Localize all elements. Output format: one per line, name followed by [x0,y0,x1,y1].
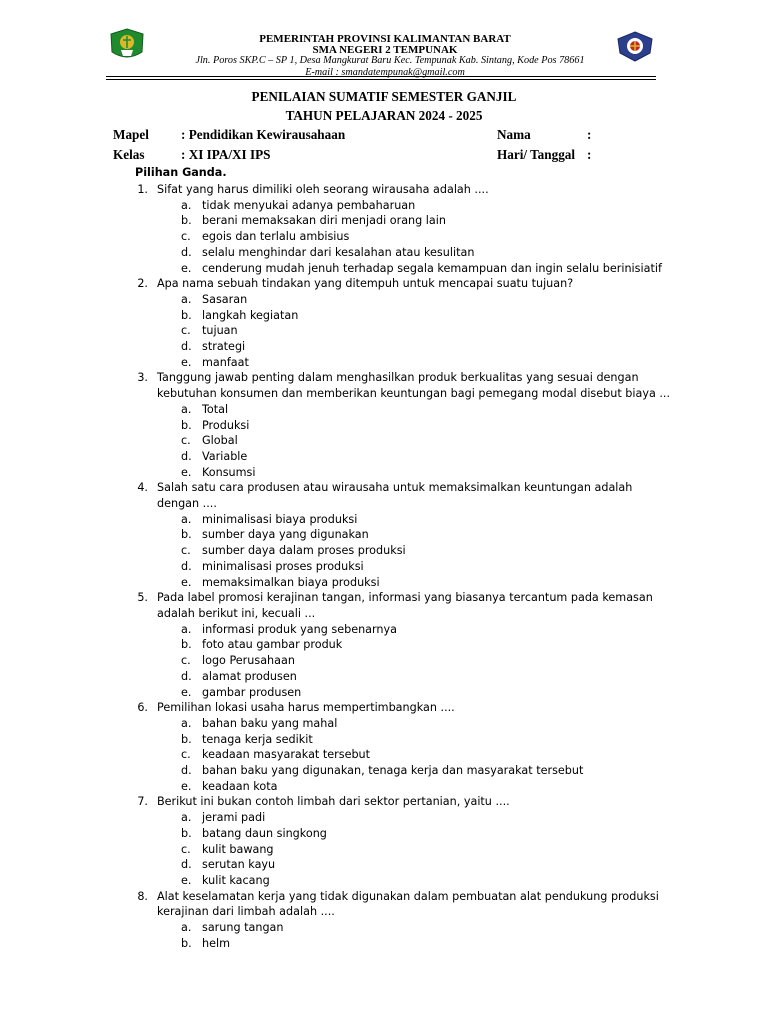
question-number: 5. [137,591,148,605]
option-text: minimalisasi biaya produksi [202,512,358,526]
question-text: Sifat yang harus dimiliki oleh seorang wirausaha adalah .... [157,183,489,196]
letterhead-divider [106,79,656,80]
option-item [0,685,768,701]
letterhead-divider [106,76,656,77]
question-list [0,182,768,951]
option-text: minimalisasi proses produksi [202,559,364,573]
option-letter: b. [181,638,192,652]
question-number: 3. [137,371,148,385]
option-text: kulit bawang [202,842,274,856]
option-letter: c. [181,324,191,338]
option-text: bahan baku yang digunakan, tenaga kerja dan masyarakat tersebut [202,764,584,778]
option-text: Global [202,434,238,448]
question-text: Alat keselamatan kerja yang tidak digunakan dalam pembuatan alat pendukung produksi kerajinan dari limbah adalah .... [157,889,659,919]
question-text: Pada label promosi kerajinan tangan, informasi yang biasanya tercantum pada kemasan adalah berikut ini, kecuali ... [157,591,653,620]
question-item [0,700,768,794]
question-text: Apa nama sebuah tindakan yang ditempuh untuk mencapai suatu tujuan? [157,277,574,291]
option-item [0,716,768,732]
option-item [0,857,768,873]
option-letter: a. [181,512,192,526]
nama-label: Nama [497,127,531,142]
kelas-value: : XI IPA/XI IPS [181,147,271,162]
kelas-label: Kelas [113,147,145,162]
option-item [0,732,768,748]
option-text: cenderung mudah jenuh terhadap segala kemampuan dan ingin selalu berinisiatif [202,261,662,275]
option-item [0,747,768,763]
hari-tanggal-colon: : [587,147,592,162]
option-letter: a. [181,622,192,636]
option-item [0,779,768,795]
option-item [0,512,768,528]
option-letter: d. [181,858,192,872]
option-letter: a. [181,198,192,212]
question-item [0,182,768,276]
option-text: tidak menyukai adanya pembaharuan [202,198,416,212]
option-text: keadaan kota [202,779,278,793]
option-text: logo Perusahaan [202,654,295,668]
option-text: gambar produsen [202,685,302,699]
letterhead-address: Jln. Poros SKP.C – SP 1, Desa Mangkurat Baru Kec. Tempunak Kab. Sintang, Kode Pos 78661 [195,55,585,66]
option-item [0,543,768,559]
option-letter: b. [181,418,192,432]
option-letter: b. [181,308,192,322]
question-number: 2. [137,277,148,291]
option-text: alamat produsen [202,669,297,683]
option-text: foto atau gambar produk [202,638,343,652]
option-item [0,308,768,324]
question-item [0,276,768,370]
question-number: 7. [137,795,148,809]
option-letter: e. [181,261,192,275]
option-item [0,449,768,465]
option-text: informasi produk yang sebenarnya [202,622,397,636]
option-item [0,763,768,779]
question-item [0,370,768,480]
option-letter: b. [181,732,192,746]
option-item [0,261,768,277]
option-item [0,653,768,669]
option-letter: e. [181,355,192,369]
option-item [0,637,768,653]
option-text: keadaan masyarakat tersebut [202,748,371,762]
option-text: helm [202,936,230,950]
option-item [0,842,768,858]
school-emblem-logo [616,31,654,62]
option-item [0,826,768,842]
letterhead-email: E-mail : smandatempunak@gmail.com [305,67,465,78]
option-letter: e. [181,575,192,589]
option-text: Variable [202,449,248,463]
option-item [0,339,768,355]
question-text: Salah satu cara produsen atau wirausaha untuk memaksimalkan keuntungan adalah dengan .... [157,481,633,511]
option-letter: e. [181,465,192,479]
academic-year: TAHUN PELAJARAN 2024 - 2025 [285,108,483,123]
option-letter: c. [181,230,191,244]
question-item [0,590,768,700]
option-letter: d. [181,559,192,573]
option-text: memaksimalkan biaya produksi [202,575,380,589]
question-item [0,889,768,952]
mapel-value: : Pendidikan Kewirausahaan [181,127,346,142]
option-item [0,936,768,952]
mapel-label: Mapel [113,127,149,142]
option-text: batang daun singkong [202,826,327,840]
option-text: selalu menghindar dari kesalahan atau kesulitan [202,245,475,259]
option-item [0,418,768,434]
question-item [0,480,768,590]
option-letter: c. [181,434,191,448]
question-item [0,794,768,888]
letterhead-government: PEMERINTAH PROVINSI KALIMANTAN BARAT [259,33,511,45]
option-item [0,575,768,591]
option-item [0,198,768,214]
hari-tanggal-label: Hari/ Tanggal [497,147,576,162]
option-text: bahan baku yang mahal [202,716,338,730]
option-item [0,669,768,685]
question-number: 4. [137,481,148,495]
option-text: langkah kegiatan [202,308,299,322]
question-number: 8. [137,889,148,903]
option-text: Sasaran [202,292,248,306]
option-letter: a. [181,811,192,825]
option-letter: a. [181,292,192,306]
question-number: 6. [137,701,148,715]
option-letter: d. [181,340,192,354]
option-item [0,229,768,245]
option-letter: e. [181,685,192,699]
exam-title: PENILAIAN SUMATIF SEMESTER GANJIL [251,89,517,104]
option-letter: a. [181,921,192,935]
option-letter: d. [181,669,192,683]
option-item [0,873,768,889]
option-text: Total [202,402,229,416]
option-text: jerami padi [202,811,266,825]
option-letter: b. [181,214,192,228]
option-letter: a. [181,402,192,416]
option-item [0,323,768,339]
option-letter: e. [181,873,192,887]
question-text: Tanggung jawab penting dalam menghasilkan produk berkualitas yang sesuai dengan kebutuhan konsumen dan memberikan keuntungan bagi pemegang modal disebut biaya ... [157,371,671,401]
option-text: tenaga kerja sedikit [202,732,313,746]
option-item [0,810,768,826]
option-letter: d. [181,449,192,463]
option-letter: b. [181,826,192,840]
option-item [0,402,768,418]
option-letter: c. [181,654,191,668]
question-number: 1. [137,183,148,196]
option-letter: d. [181,245,192,259]
nama-colon: : [587,127,592,142]
option-item [0,920,768,936]
letterhead-school-name: SMA NEGERI 2 TEMPUNAK [312,44,458,56]
option-item [0,622,768,638]
section-title: Pilihan Ganda. [135,166,227,179]
option-letter: b. [181,528,192,542]
option-letter: a. [181,716,192,730]
option-text: strategi [202,340,246,354]
option-item [0,245,768,261]
option-text: tujuan [202,324,238,338]
option-item [0,355,768,371]
option-text: serutan kayu [202,858,276,872]
option-text: sumber daya dalam proses produksi [202,544,406,558]
option-letter: c. [181,544,191,558]
option-letter: c. [181,842,191,856]
option-item [0,433,768,449]
option-letter: c. [181,748,191,762]
option-item [0,465,768,481]
question-text: Pemilihan lokasi usaha harus mempertimbangkan .... [157,701,455,715]
option-text: berani memaksakan diri menjadi orang lain [202,214,446,228]
option-letter: d. [181,764,192,778]
option-item [0,559,768,575]
option-text: kulit kacang [202,873,270,887]
option-letter: b. [181,936,192,950]
option-item [0,292,768,308]
option-letter: e. [181,779,192,793]
option-text: egois dan terlalu ambisius [202,230,350,244]
option-text: sumber daya yang digunakan [202,528,369,542]
question-text: Berikut ini bukan contoh limbah dari sektor pertanian, yaitu .... [157,795,510,809]
option-text: Konsumsi [202,465,256,479]
option-text: sarung tangan [202,921,284,935]
option-item [0,527,768,543]
option-text: manfaat [202,355,249,369]
option-text: Produksi [202,418,250,432]
option-item [0,213,768,229]
